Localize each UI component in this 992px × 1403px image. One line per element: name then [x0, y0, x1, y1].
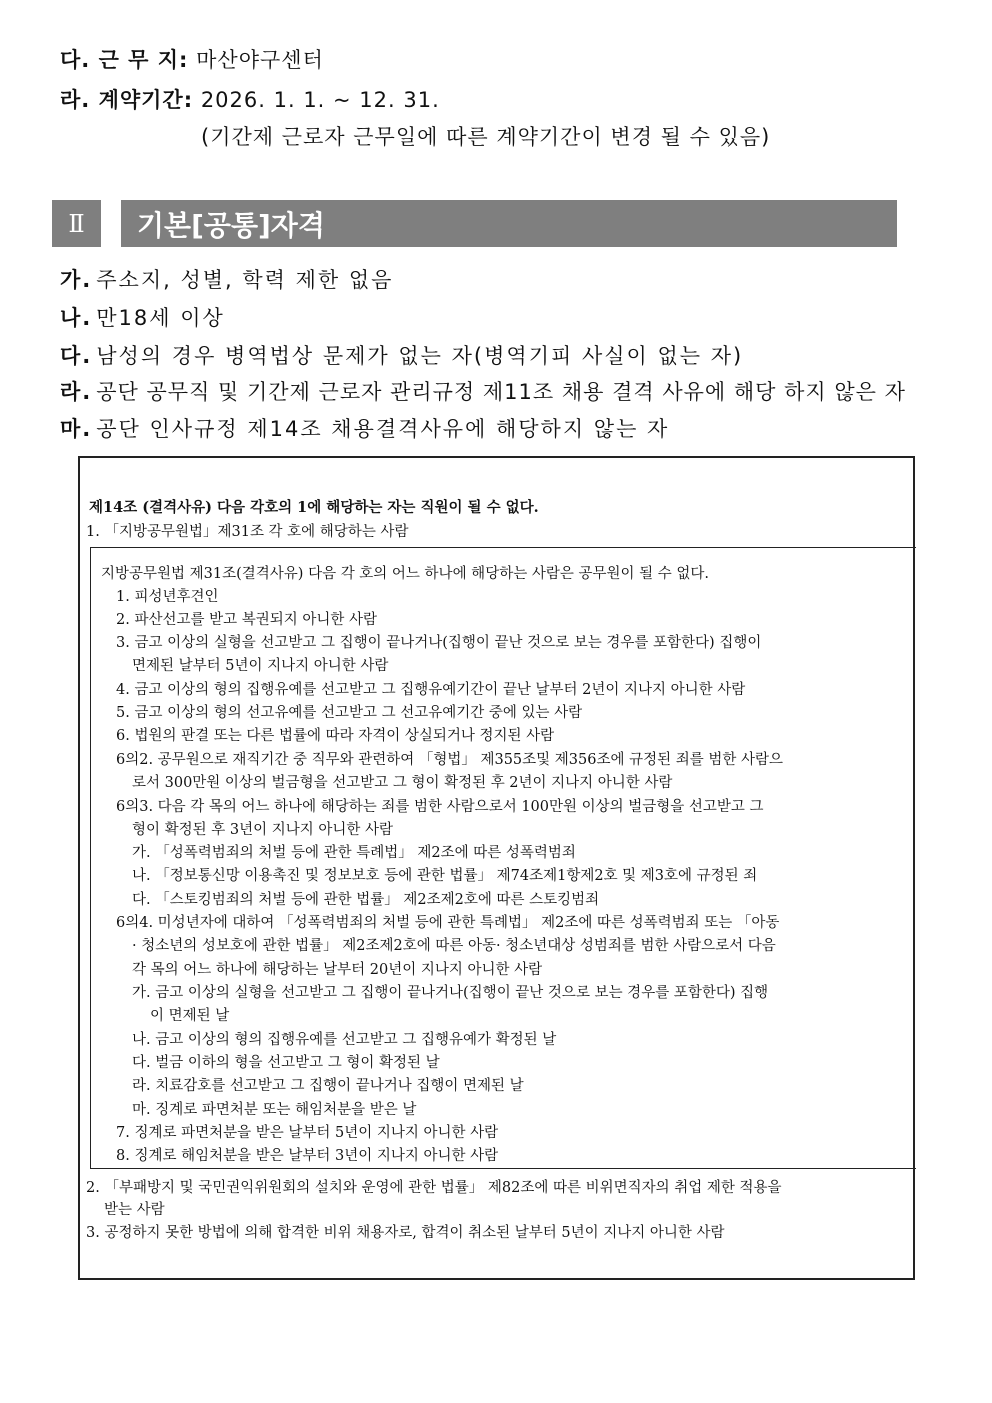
law-line: 8. 징계로 해임처분을 받은 날부터 3년이 지나지 아니한 사람 — [116, 1148, 499, 1164]
law-line: 이 면제된 날 — [150, 1008, 230, 1024]
regulation-item-2-cont: 받는 사람 — [104, 1202, 165, 1218]
item-marker: 다. — [60, 344, 93, 368]
law-line: 다. 벌금 이하의 형을 선고받고 그 형이 확정된 날 — [132, 1055, 440, 1071]
law-line: 나. 「정보통신망 이용촉진 및 정보보호 등에 관한 법률」 제74조제1항제2호 및 제3호에 규정된 죄 — [132, 868, 758, 884]
law-line: 라. 치료감호를 선고받고 그 집행이 끝나거나 집행이 면제된 날 — [132, 1078, 524, 1094]
work-location-line — [60, 44, 324, 74]
item-text: 만18세 이상 — [96, 306, 225, 330]
law-line: 4. 금고 이상의 형의 집행유예를 선고받고 그 집행유예기간이 끝난 날부터 2년이 지나지 아니한 사람 — [116, 682, 746, 698]
law-line: 나. 금고 이상의 형의 집행유예를 선고받고 그 집행유예가 확정된 날 — [132, 1032, 557, 1048]
law-line: 3. 금고 이상의 실형을 선고받고 그 집행이 끝나거나(집행이 끝난 것으로 보는 경우를 포함한다) 집행이 — [116, 635, 762, 651]
qualification-item — [60, 376, 906, 406]
law-line: 가. 「성폭력범죄의 처벌 등에 관한 특례법」 제2조에 따른 성폭력범죄 — [132, 845, 576, 861]
law-line: 마. 징계로 파면처분 또는 해임처분을 받은 날 — [132, 1102, 417, 1118]
item-text: 공단 공무직 및 기간제 근로자 관리규정 제11조 채용 결격 사유에 해당 하지 않은 자 — [96, 380, 906, 404]
qualification-item — [60, 302, 225, 332]
law-line: 가. 금고 이상의 실형을 선고받고 그 집행이 끝나거나(집행이 끝난 것으로 보는 경우를 포함한다) 집행 — [132, 985, 769, 1001]
law-line: 형이 확정된 후 3년이 지나지 아니한 사람 — [132, 822, 393, 838]
regulation-heading: 제14조 (결격사유) 다음 각호의 1에 해당하는 자는 직원이 될 수 없다. — [89, 499, 539, 516]
item-marker: 라. — [60, 380, 93, 404]
qualification-item — [60, 264, 393, 294]
qualification-item — [60, 413, 669, 443]
law-line: 각 목의 어느 하나에 해당하는 날부터 20년이 지나지 아니한 사람 — [132, 962, 543, 978]
law-line: 5. 금고 이상의 형의 선고유예를 선고받고 그 선고유예기간 중에 있는 사람 — [116, 705, 583, 721]
item-marker: 나. — [60, 306, 93, 330]
item-marker: 마. — [60, 417, 93, 441]
contract-period-label: 라. 계약기간: — [60, 88, 194, 112]
law-line: 지방공무원법 제31조(결격사유) 다음 각 호의 어느 하나에 해당하는 사람은 공무원이 될 수 없다. — [101, 566, 709, 582]
qualification-item — [60, 340, 743, 370]
law-line: 6. 법원의 판결 또는 다른 법률에 따라 자격이 상실되거나 정지된 사람 — [116, 728, 555, 744]
law-line: 로서 300만원 이상의 벌금형을 선고받고 그 형이 확정된 후 2년이 지나지 아니한 사람 — [132, 775, 673, 791]
regulation-item-3: 3. 공정하지 못한 방법에 의해 합격한 비위 채용자로, 합격이 취소된 날부터 5년이 지나지 아니한 사람 — [86, 1225, 725, 1241]
law-line: 2. 파산선고를 받고 복권되지 아니한 사람 — [116, 612, 377, 628]
regulation-item-2: 2. 「부패방지 및 국민권익위원회의 설치와 운영에 관한 법률」 제82조에 따른 비위면직자의 취업 제한 적용을 — [86, 1180, 782, 1196]
regulation-item-1: 1. 「지방공무원법」제31조 각 호에 해당하는 사람 — [86, 524, 409, 540]
law-line: 6의4. 미성년자에 대하여 「성폭력범죄의 처벌 등에 관한 특례법」 제2조에 따른 성폭력범죄 또는 「아동 — [116, 915, 780, 931]
law-line: 면제된 날부터 5년이 지나지 아니한 사람 — [132, 658, 389, 674]
law-line: 1. 피성년후견인 — [116, 589, 219, 605]
item-text: 주소지, 성별, 학력 제한 없음 — [96, 268, 394, 292]
contract-period-value: 2026. 1. 1. ~ 12. 31. — [200, 88, 440, 112]
law-line: · 청소년의 성보호에 관한 법률」 제2조제2호에 따른 아동· 청소년대상 성범죄를 범한 사람으로서 다음 — [132, 938, 776, 954]
item-marker: 가. — [60, 268, 93, 292]
section-number: Ⅱ — [52, 200, 101, 247]
law-line: 6의3. 다음 각 목의 어느 하나에 해당하는 죄를 범한 사람으로서 100만원 이상의 벌금형을 선고받고 그 — [116, 799, 764, 815]
item-text: 공단 인사규정 제14조 채용결격사유에 해당하지 않는 자 — [96, 417, 670, 441]
item-text: 남성의 경우 병역법상 문제가 없는 자(병역기피 사실이 없는 자) — [96, 344, 744, 368]
work-location-value: 마산야구센터 — [196, 48, 324, 72]
law-line: 6의2. 공무원으로 재직기간 중 직무와 관련하여 「형법」 제355조및 제356조에 규정된 죄를 범한 사람으 — [116, 752, 783, 768]
contract-period-line — [60, 84, 440, 114]
law-line: 7. 징계로 파면처분을 받은 날부터 5년이 지나지 아니한 사람 — [116, 1125, 499, 1141]
work-location-label: 다. 근 무 지: — [60, 48, 189, 72]
contract-period-note: (기간제 근로자 근무일에 따른 계약기간이 변경 될 수 있음) — [201, 125, 771, 149]
law-line: 다. 「스토킹범죄의 처벌 등에 관한 법률」 제2조제2호에 따른 스토킹범죄 — [132, 892, 600, 908]
section-title: 기본[공통]자격 — [121, 200, 897, 247]
